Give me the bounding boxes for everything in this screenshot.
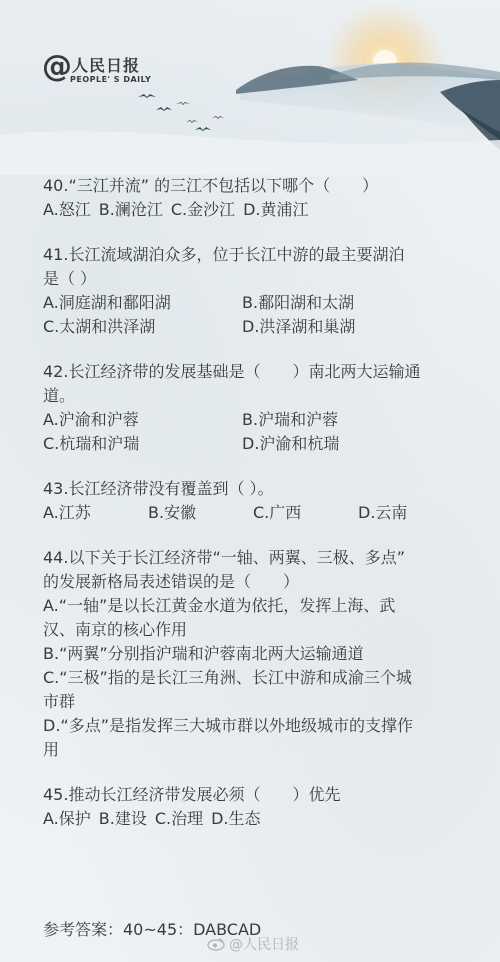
option-c: C.太湖和洪泽湖 xyxy=(43,317,156,336)
option-a: A.沪渝和沪蓉 xyxy=(43,410,139,429)
question-stem: 40.“三江并流” 的三江不包括以下哪个（ ） xyxy=(43,176,379,195)
option-c: C.金沙江 xyxy=(170,200,236,219)
option-d: D.黄浦江 xyxy=(243,200,309,219)
option-b: B.鄱阳湖和太湖 xyxy=(242,293,355,312)
option-d: D.沪渝和杭瑞 xyxy=(242,434,340,453)
option-c: C.广西 xyxy=(253,503,302,522)
question-stem-line: 的发展新格局表述错误的是（ ） xyxy=(43,572,300,591)
question-45 xyxy=(43,783,463,831)
quiz-content xyxy=(43,174,463,852)
option-b: B.建设 xyxy=(98,809,147,828)
option-a: A.怒江 xyxy=(43,200,91,219)
option-a: A.江苏 xyxy=(43,503,91,522)
option-a: A.洞庭湖和鄱阳湖 xyxy=(43,293,171,312)
option-b: B.安徽 xyxy=(148,503,197,522)
option-d: D.生态 xyxy=(211,809,261,828)
question-41 xyxy=(43,243,463,339)
option-line: C.“三极”指的是长江三角洲、长江中游和成渝三个城 xyxy=(43,668,412,687)
option-line: 汉、南京的核心作用 xyxy=(43,620,188,639)
question-stem-line: 41.长江流域湖泊众多，位于长江中游的最主要湖泊 xyxy=(43,245,405,264)
options-row xyxy=(43,198,463,222)
question-stem-line: 道。 xyxy=(43,386,76,405)
question-stem-line: 是（ ） xyxy=(43,269,97,288)
option-b: B.澜沧江 xyxy=(98,200,163,219)
logo-at-mark: @ xyxy=(42,49,72,84)
question-stem: 43.长江经济带没有覆盖到（ ）。 xyxy=(43,479,274,498)
options-row xyxy=(43,291,463,315)
options-row xyxy=(43,408,463,432)
people-daily-logo xyxy=(42,49,212,92)
watermark-text: @人民日报 xyxy=(229,937,299,953)
options-row xyxy=(43,432,463,456)
option-line: A.“一轴”是以长江黄金水道为依托，发挥上海、武 xyxy=(43,596,396,615)
options-row xyxy=(43,315,463,339)
logo-cn-text: 人民日报 xyxy=(72,56,141,75)
question-40 xyxy=(43,174,463,222)
options-row xyxy=(43,501,463,525)
landscape-illustration xyxy=(0,0,500,175)
question-stem-line: 44.以下关于长江经济带“一轴、两翼、三极、多点” xyxy=(43,548,406,567)
option-d: D.洪泽湖和巢湖 xyxy=(242,317,356,336)
option-line: 市群 xyxy=(43,692,76,711)
option-c: C.杭瑞和沪瑞 xyxy=(43,434,140,453)
answer-key: 参考答案：40~45：DABCAD xyxy=(43,920,262,939)
question-stem-line: 42.长江经济带的发展基础是（ ）南北两大运输通 xyxy=(43,362,421,381)
weibo-icon xyxy=(207,937,225,951)
weibo-watermark xyxy=(207,934,299,954)
question-42 xyxy=(43,360,463,456)
option-a: A.保护 xyxy=(43,809,91,828)
question-44 xyxy=(43,546,463,762)
option-line: 用 xyxy=(43,740,60,759)
option-line: D.“多点”是指发挥三大城市群以外地级城市的支撑作 xyxy=(43,716,413,735)
option-line: B.“两翼”分别指沪瑞和沪蓉南北两大运输通道 xyxy=(43,644,364,663)
option-d: D.云南 xyxy=(358,503,408,522)
question-stem: 45.推动长江经济带发展必须（ ）优先 xyxy=(43,785,341,804)
options-row xyxy=(43,807,463,831)
option-c: C.治理 xyxy=(154,809,204,828)
logo-en-text: PEOPLE' S DAILY xyxy=(70,75,152,84)
question-43 xyxy=(43,477,463,525)
option-b: B.沪瑞和沪蓉 xyxy=(242,410,339,429)
